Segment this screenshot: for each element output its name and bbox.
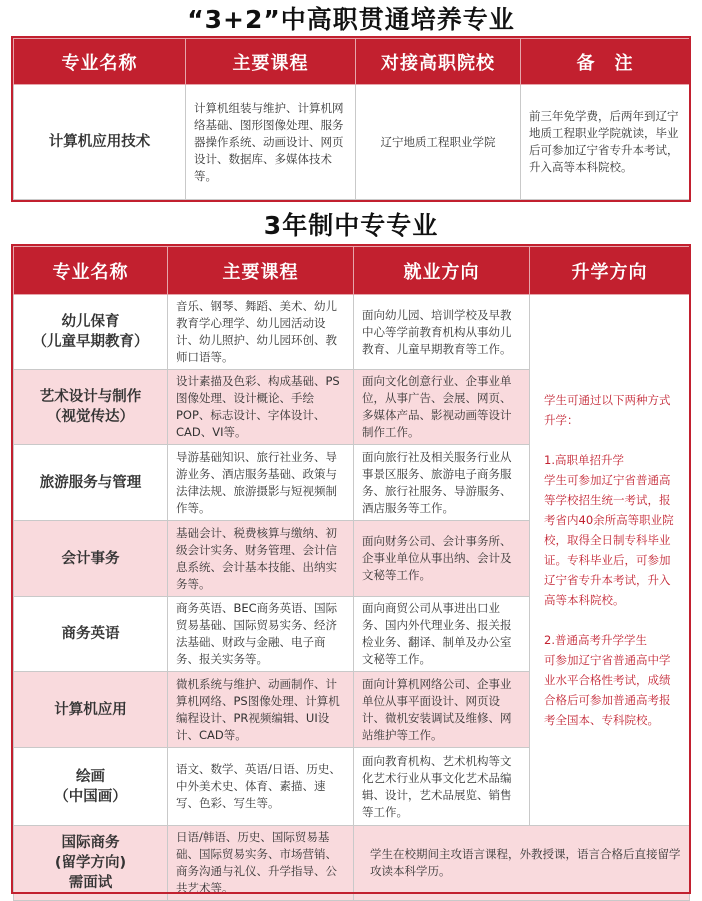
header-note: 备 注 xyxy=(521,39,690,85)
major-courses: 日语/韩语、历史、国际贸易基础、国际贸易实务、市场营销、商务沟通与礼仪、升学指导、公共艺术等。 xyxy=(168,826,354,901)
table-header-row xyxy=(14,39,690,85)
upgrade-item1-text: 学生可参加辽宁省普通高等学校招生统一考试，报考省内40余所高等职业院校，取得全日制专科毕业证。专科毕业后，可参加辽宁省专升本考试，升入高等本科院校。 xyxy=(544,473,674,607)
major-jobs: 面向幼儿园、培训学校及早教中心等学前教育机构从事幼儿教育、儿童早期教育等工作。 xyxy=(354,295,530,370)
major-name xyxy=(14,748,168,826)
partner-college: 辽宁地质工程职业学院 xyxy=(356,85,521,200)
header-courses: 主要课程 xyxy=(168,247,354,295)
major-note: 前三年免学费，后两年到辽宁地质工程职业学院就读，毕业后可参加辽宁省专升本考试，升入高等本科院校。 xyxy=(521,85,690,200)
major-name xyxy=(14,445,168,521)
major-name-line2: （儿童早期教育） xyxy=(32,334,149,350)
major-name-line1: 会计事务 xyxy=(61,550,120,567)
major-name xyxy=(14,597,168,672)
major-jobs: 面向旅行社及相关服务行业从事景区服务、旅游电子商务服务、旅行社服务、导游服务、酒店服务等工作。 xyxy=(354,445,530,521)
major-name-line2: （视觉传达） xyxy=(47,409,134,425)
table-row xyxy=(14,826,690,901)
major-jobs: 面向教育机构、艺术机构等文化艺术行业从事文化艺术品编辑、设计，艺术品展览、销售等工作。 xyxy=(354,748,530,826)
major-courses: 计算机组装与维护、计算机网络基础、图形图像处理、服务器操作系统、动画设计、网页设计、数据库、多媒体技术等。 xyxy=(186,85,356,200)
header-college: 对接高职院校 xyxy=(356,39,521,85)
major-jobs: 面向文化创意行业、企事业单位，从事广告、会展、网页、多媒体产品、影视动画等设计制作工作。 xyxy=(354,370,530,445)
header-courses: 主要课程 xyxy=(186,39,356,85)
table-row xyxy=(14,85,690,200)
major-name xyxy=(14,295,168,370)
header-jobs: 就业方向 xyxy=(354,247,530,295)
major-name-line1: 艺术设计与制作 xyxy=(39,389,142,405)
major-jobs: 面向商贸公司从事进出口业务、国内外代理业务、报关报检业务、翻译、制单及办公室文秘等工作。 xyxy=(354,597,530,672)
major-courses: 基础会计、税费核算与缴纳、初级会计实务、财务管理、会计信息系统、会计基本技能、出纳实务等。 xyxy=(168,521,354,597)
header-upgrade: 升学方向 xyxy=(530,247,690,295)
upgrade-item1-title: 1.高职单招升学 xyxy=(544,453,624,467)
major-courses: 语文、数学、英语/日语、历史、中外美术史、体育、素描、速写、色彩、写生等。 xyxy=(168,748,354,826)
major-name-line1: 旅游服务与管理 xyxy=(39,474,142,491)
major-name xyxy=(14,370,168,445)
table-3year xyxy=(13,246,690,901)
major-courses: 设计素描及色彩、构成基础、PS图像处理、设计概论、手绘POP、标志设计、字体设计、CAD、VI等。 xyxy=(168,370,354,445)
major-courses: 微机系统与维护、动画制作、计算机网络、PS图像处理、计算机编程设计、PR视频编辑、UI设计、CAD等。 xyxy=(168,672,354,748)
upgrade-item2-title: 2.普通高考升学学生 xyxy=(544,633,647,647)
header-major: 专业名称 xyxy=(14,247,168,295)
upgrade-info xyxy=(530,295,690,826)
upgrade-intro: 学生可通过以下两种方式升学： xyxy=(544,393,671,427)
major-name xyxy=(14,521,168,597)
major-name: 计算机应用技术 xyxy=(14,85,186,200)
major-courses: 商务英语、BEC商务英语、国际贸易基础、国际贸易实务、经济法基础、财政与金融、电子商务、报关实务等。 xyxy=(168,597,354,672)
major-name-line3: 需面试 xyxy=(68,875,113,891)
major-courses: 音乐、钢琴、舞蹈、美术、幼儿教育学心理学、幼儿园活动设计、幼儿照护、幼儿园环创、教师口语等。 xyxy=(168,295,354,370)
table-header-row xyxy=(14,247,690,295)
upgrade-item2-text: 可参加辽宁省普通高中学业水平合格性考试，成绩合格后可参加普通高考报考全国本、专科院校。 xyxy=(544,653,671,727)
major-name-line1: 商务英语 xyxy=(61,626,120,642)
section-title-3plus2: “3+2”中高职贯通培养专业 xyxy=(187,5,515,34)
major-note: 学生在校期间主攻语言课程，外教授课，语言合格后直接留学攻读本科学历。 xyxy=(354,826,690,901)
major-name-line2: (留学方向) xyxy=(54,855,127,871)
major-name-line1: 计算机应用 xyxy=(54,701,127,718)
header-major: 专业名称 xyxy=(14,39,186,85)
major-jobs: 面向财务公司、会计事务所、企事业单位从事出纳、会计及文秘等工作。 xyxy=(354,521,530,597)
major-name xyxy=(14,826,168,901)
major-name-line1: 绘画 xyxy=(76,768,105,785)
major-name-line1: 幼儿保育 xyxy=(61,314,120,330)
table-3plus2 xyxy=(13,38,690,200)
table-row xyxy=(14,295,690,370)
major-name xyxy=(14,672,168,748)
major-courses: 导游基础知识、旅行社业务、导游业务、酒店服务基础、政策与法律法规、旅游摄影与短视频制作等。 xyxy=(168,445,354,521)
major-name-line1: 国际商务 xyxy=(61,835,120,851)
section-title-3year: 3年制中专专业 xyxy=(263,211,439,240)
major-jobs: 面向计算机网络公司、企事业单位从事平面设计、网页设计、微机安装调试及维修、网站维护等工作。 xyxy=(354,672,530,748)
major-name-line2: （中国画） xyxy=(54,788,127,805)
